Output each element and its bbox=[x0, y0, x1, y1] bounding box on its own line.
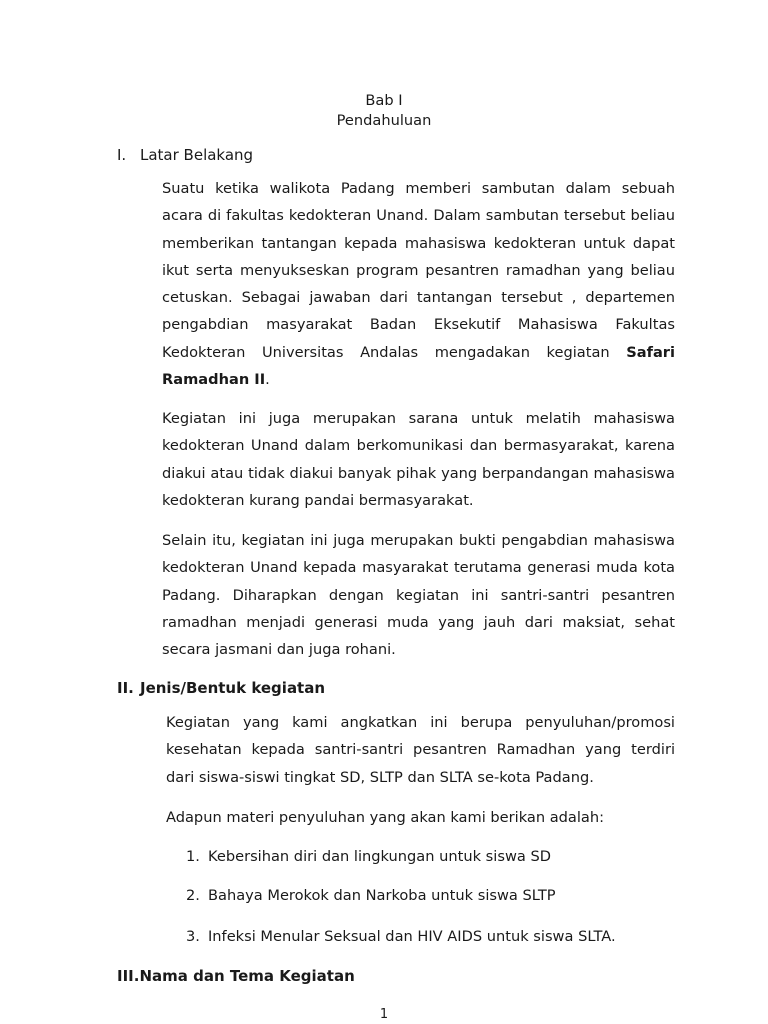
paragraph-jenis-kegiatan-1: Kegiatan yang kami angkatkan ini berupa penyuluhan/promosi kesehatan kepada santri-santri pesantren Ramadhan yang terdiri dari siswa-siswi tingkat SD, SLTP dan SLTA se-kota Padang. bbox=[166, 714, 675, 786]
list-number: 3. bbox=[186, 928, 200, 945]
paragraph-latar-belakang-3: Selain itu, kegiatan ini juga merupakan bukti pengabdian mahasiswa kedokteran Unand kepada masyarakat terutama generasi muda kota Padang. Diharapkan dengan kegiatan ini santri-santri pesantren ramadhan menjadi generasi muda yang jauh dari maksiat, sehat secara jasmani dan juga rohani. bbox=[162, 532, 675, 659]
list-item bbox=[186, 887, 556, 904]
list-item bbox=[186, 928, 616, 945]
paragraph-jenis-kegiatan-2: Adapun materi penyuluhan yang akan kami berikan adalah: bbox=[166, 809, 605, 826]
section-number: I. bbox=[117, 146, 127, 164]
chapter-title: Pendahuluan bbox=[336, 112, 432, 129]
section-heading-jenis-kegiatan bbox=[117, 679, 325, 697]
paragraph-latar-belakang-2: Kegiatan ini juga merupakan sarana untuk melatih mahasiswa kedokteran Unand dalam berkomunikasi dan bermasyarakat, karena diakui atau tidak diakui banyak pihak yang berpandangan mahasiswa kedokteran kurang pandai bermasyarakat. bbox=[162, 410, 675, 509]
list-text: Infeksi Menular Seksual dan HIV AIDS untuk siswa SLTA. bbox=[208, 928, 616, 945]
section-heading-nama-tema: III.Nama dan Tema Kegiatan bbox=[117, 967, 355, 985]
list-number: 1. bbox=[186, 848, 200, 865]
event-name-bold: Safari Ramadhan II bbox=[162, 343, 675, 389]
section-number: II. bbox=[117, 679, 134, 697]
paragraph-text-end: . bbox=[265, 371, 270, 389]
paragraph-latar-belakang-1 bbox=[162, 175, 675, 393]
section-title: Latar Belakang bbox=[140, 146, 254, 164]
paragraph-text: Suatu ketika walikota Padang memberi sambutan dalam sebuah acara di fakultas kedokteran Unand. Dalam sambutan tersebut beliau memberikan tantangan kepada mahasiswa kedokteran untuk dapat ikut serta menyukseskan program pesantren ramadhan yang beliau cetuskan. Sebagai jawaban dari tantangan tersebut , departemen pengabdian masyarakat Badan Eksekutif Mahasiswa Fakultas Kedokteran Universitas Andalas mengadakan kegiatan bbox=[162, 180, 675, 361]
list-text: Bahaya Merokok dan Narkoba untuk siswa SLTP bbox=[208, 887, 556, 904]
page-number: 1 bbox=[379, 1007, 389, 1022]
list-number: 2. bbox=[186, 887, 200, 904]
list-item bbox=[186, 848, 551, 865]
chapter-label: Bab I bbox=[365, 92, 403, 109]
section-heading-latar-belakang bbox=[117, 146, 253, 164]
list-text: Kebersihan diri dan lingkungan untuk siswa SD bbox=[208, 848, 551, 865]
section-title: Jenis/Bentuk kegiatan bbox=[140, 679, 326, 697]
